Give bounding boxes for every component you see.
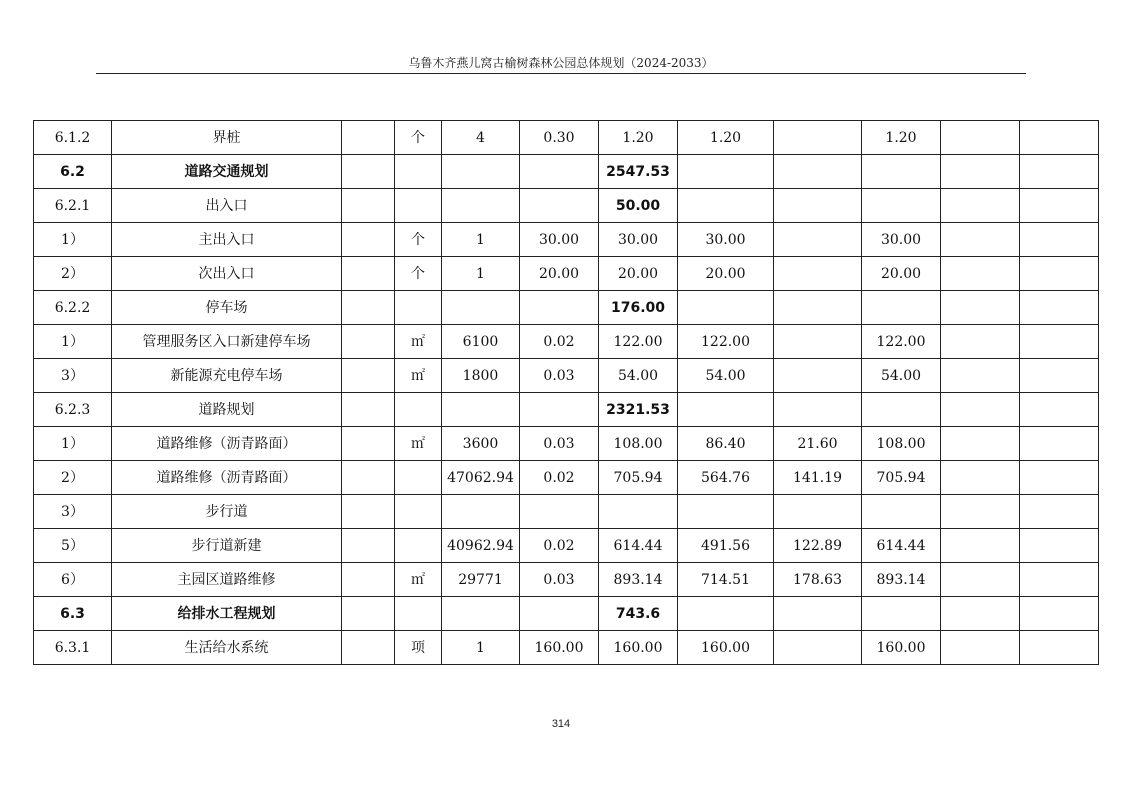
table-row — [34, 427, 1099, 461]
subtotal-cell — [862, 393, 941, 427]
item-code-cell: 2） — [34, 461, 112, 495]
extra-cell-b — [1020, 291, 1099, 325]
quantity-cell — [442, 189, 520, 223]
phase-two-cell: 141.19 — [774, 461, 862, 495]
extra-cell-b — [1020, 461, 1099, 495]
phase-two-cell: 178.63 — [774, 563, 862, 597]
item-name-cell: 次出入口 — [112, 257, 342, 291]
phase-two-cell — [774, 495, 862, 529]
subtotal-cell: 705.94 — [862, 461, 941, 495]
extra-cell-b — [1020, 189, 1099, 223]
subtotal-cell: 893.14 — [862, 563, 941, 597]
table-row — [34, 597, 1099, 631]
spec-cell — [342, 563, 395, 597]
phase-one-cell — [678, 291, 774, 325]
item-code-cell: 6.1.2 — [34, 121, 112, 155]
item-name-cell: 步行道 — [112, 495, 342, 529]
item-code-cell: 2） — [34, 257, 112, 291]
total-cell: 614.44 — [599, 529, 678, 563]
unit-price-cell — [520, 155, 599, 189]
unit-cell: ㎡ — [395, 359, 442, 393]
spec-cell — [342, 529, 395, 563]
extra-cell-a — [941, 257, 1020, 291]
total-cell: 54.00 — [599, 359, 678, 393]
item-name-cell: 界桩 — [112, 121, 342, 155]
item-name-cell: 生活给水系统 — [112, 631, 342, 665]
item-name-cell: 新能源充电停车场 — [112, 359, 342, 393]
budget-table-body — [34, 121, 1099, 665]
budget-table — [33, 120, 1099, 665]
subtotal-cell — [862, 155, 941, 189]
item-name-cell: 出入口 — [112, 189, 342, 223]
unit-price-cell — [520, 189, 599, 223]
phase-two-cell — [774, 631, 862, 665]
phase-one-cell: 122.00 — [678, 325, 774, 359]
extra-cell-a — [941, 597, 1020, 631]
extra-cell-a — [941, 563, 1020, 597]
phase-one-cell: 564.76 — [678, 461, 774, 495]
table-row — [34, 325, 1099, 359]
table-row — [34, 461, 1099, 495]
phase-two-cell — [774, 597, 862, 631]
phase-one-cell: 1.20 — [678, 121, 774, 155]
quantity-cell: 29771 — [442, 563, 520, 597]
document-header-title: 乌鲁木齐燕儿窝古榆树森林公园总体规划（2024-2033） — [408, 56, 714, 70]
extra-cell-b — [1020, 427, 1099, 461]
item-code-cell: 1） — [34, 427, 112, 461]
total-cell: 30.00 — [599, 223, 678, 257]
quantity-cell — [442, 155, 520, 189]
subtotal-cell — [862, 189, 941, 223]
unit-price-cell: 0.02 — [520, 461, 599, 495]
unit-price-cell — [520, 495, 599, 529]
item-name-cell: 给排水工程规划 — [112, 597, 342, 631]
quantity-cell: 40962.94 — [442, 529, 520, 563]
extra-cell-b — [1020, 359, 1099, 393]
extra-cell-a — [941, 427, 1020, 461]
subtotal-cell: 122.00 — [862, 325, 941, 359]
item-code-cell: 6.2.2 — [34, 291, 112, 325]
item-name-cell: 步行道新建 — [112, 529, 342, 563]
phase-one-cell: 160.00 — [678, 631, 774, 665]
total-cell: 2321.53 — [599, 393, 678, 427]
table-row — [34, 223, 1099, 257]
spec-cell — [342, 155, 395, 189]
unit-price-cell: 0.30 — [520, 121, 599, 155]
extra-cell-b — [1020, 325, 1099, 359]
phase-one-cell — [678, 189, 774, 223]
quantity-cell: 6100 — [442, 325, 520, 359]
phase-two-cell — [774, 155, 862, 189]
item-code-cell: 6.2.1 — [34, 189, 112, 223]
spec-cell — [342, 325, 395, 359]
item-name-cell: 道路维修（沥青路面） — [112, 427, 342, 461]
table-row — [34, 359, 1099, 393]
extra-cell-a — [941, 155, 1020, 189]
total-cell: 743.6 — [599, 597, 678, 631]
subtotal-cell: 1.20 — [862, 121, 941, 155]
unit-cell: ㎡ — [395, 427, 442, 461]
phase-two-cell — [774, 325, 862, 359]
spec-cell — [342, 495, 395, 529]
item-code-cell: 6） — [34, 563, 112, 597]
table-row — [34, 155, 1099, 189]
phase-one-cell — [678, 597, 774, 631]
phase-two-cell — [774, 121, 862, 155]
subtotal-cell — [862, 495, 941, 529]
unit-cell — [395, 529, 442, 563]
quantity-cell: 1 — [442, 631, 520, 665]
item-code-cell: 6.3 — [34, 597, 112, 631]
phase-two-cell — [774, 257, 862, 291]
phase-one-cell: 20.00 — [678, 257, 774, 291]
total-cell: 122.00 — [599, 325, 678, 359]
table-row — [34, 189, 1099, 223]
phase-one-cell: 30.00 — [678, 223, 774, 257]
unit-cell — [395, 461, 442, 495]
unit-cell: ㎡ — [395, 325, 442, 359]
total-cell: 1.20 — [599, 121, 678, 155]
spec-cell — [342, 257, 395, 291]
unit-price-cell: 0.02 — [520, 529, 599, 563]
extra-cell-a — [941, 325, 1020, 359]
item-name-cell: 主出入口 — [112, 223, 342, 257]
item-name-cell: 管理服务区入口新建停车场 — [112, 325, 342, 359]
table-row — [34, 121, 1099, 155]
total-cell: 2547.53 — [599, 155, 678, 189]
item-code-cell: 6.2 — [34, 155, 112, 189]
total-cell: 176.00 — [599, 291, 678, 325]
unit-price-cell: 0.03 — [520, 427, 599, 461]
unit-cell — [395, 291, 442, 325]
extra-cell-b — [1020, 563, 1099, 597]
item-name-cell: 道路维修（沥青路面） — [112, 461, 342, 495]
unit-cell — [395, 155, 442, 189]
total-cell: 108.00 — [599, 427, 678, 461]
spec-cell — [342, 631, 395, 665]
subtotal-cell: 20.00 — [862, 257, 941, 291]
item-code-cell: 5） — [34, 529, 112, 563]
spec-cell — [342, 427, 395, 461]
extra-cell-b — [1020, 393, 1099, 427]
subtotal-cell — [862, 291, 941, 325]
phase-one-cell — [678, 495, 774, 529]
quantity-cell — [442, 495, 520, 529]
extra-cell-a — [941, 359, 1020, 393]
phase-one-cell: 491.56 — [678, 529, 774, 563]
phase-two-cell: 21.60 — [774, 427, 862, 461]
spec-cell — [342, 189, 395, 223]
extra-cell-b — [1020, 223, 1099, 257]
total-cell — [599, 495, 678, 529]
table-row — [34, 291, 1099, 325]
extra-cell-a — [941, 291, 1020, 325]
quantity-cell: 1800 — [442, 359, 520, 393]
extra-cell-a — [941, 189, 1020, 223]
unit-cell: 个 — [395, 121, 442, 155]
item-code-cell: 3） — [34, 495, 112, 529]
total-cell: 50.00 — [599, 189, 678, 223]
phase-two-cell — [774, 393, 862, 427]
item-code-cell: 1） — [34, 325, 112, 359]
item-code-cell: 3） — [34, 359, 112, 393]
extra-cell-b — [1020, 155, 1099, 189]
extra-cell-a — [941, 529, 1020, 563]
item-name-cell: 停车场 — [112, 291, 342, 325]
phase-two-cell — [774, 291, 862, 325]
item-code-cell: 6.2.3 — [34, 393, 112, 427]
subtotal-cell: 160.00 — [862, 631, 941, 665]
quantity-cell: 3600 — [442, 427, 520, 461]
item-code-cell: 1） — [34, 223, 112, 257]
subtotal-cell: 30.00 — [862, 223, 941, 257]
table-row — [34, 257, 1099, 291]
unit-cell: 个 — [395, 223, 442, 257]
extra-cell-b — [1020, 631, 1099, 665]
extra-cell-a — [941, 223, 1020, 257]
quantity-cell: 4 — [442, 121, 520, 155]
phase-two-cell — [774, 359, 862, 393]
unit-price-cell: 0.03 — [520, 359, 599, 393]
spec-cell — [342, 597, 395, 631]
phase-one-cell — [678, 155, 774, 189]
phase-one-cell: 54.00 — [678, 359, 774, 393]
unit-price-cell: 20.00 — [520, 257, 599, 291]
unit-price-cell: 0.02 — [520, 325, 599, 359]
extra-cell-b — [1020, 257, 1099, 291]
subtotal-cell: 54.00 — [862, 359, 941, 393]
spec-cell — [342, 393, 395, 427]
quantity-cell — [442, 291, 520, 325]
unit-cell — [395, 189, 442, 223]
extra-cell-a — [941, 631, 1020, 665]
phase-two-cell — [774, 189, 862, 223]
extra-cell-b — [1020, 597, 1099, 631]
unit-cell: ㎡ — [395, 563, 442, 597]
extra-cell-b — [1020, 529, 1099, 563]
total-cell: 893.14 — [599, 563, 678, 597]
item-name-cell: 道路规划 — [112, 393, 342, 427]
total-cell: 705.94 — [599, 461, 678, 495]
table-row — [34, 393, 1099, 427]
phase-two-cell — [774, 223, 862, 257]
quantity-cell: 1 — [442, 223, 520, 257]
table-row — [34, 563, 1099, 597]
item-name-cell: 道路交通规划 — [112, 155, 342, 189]
unit-price-cell: 160.00 — [520, 631, 599, 665]
unit-price-cell — [520, 291, 599, 325]
unit-price-cell — [520, 393, 599, 427]
unit-cell — [395, 495, 442, 529]
unit-cell: 个 — [395, 257, 442, 291]
total-cell: 160.00 — [599, 631, 678, 665]
quantity-cell — [442, 393, 520, 427]
extra-cell-a — [941, 461, 1020, 495]
quantity-cell — [442, 597, 520, 631]
phase-one-cell: 86.40 — [678, 427, 774, 461]
unit-cell — [395, 393, 442, 427]
spec-cell — [342, 461, 395, 495]
quantity-cell: 47062.94 — [442, 461, 520, 495]
phase-one-cell — [678, 393, 774, 427]
spec-cell — [342, 359, 395, 393]
extra-cell-b — [1020, 495, 1099, 529]
table-row — [34, 631, 1099, 665]
item-code-cell: 6.3.1 — [34, 631, 112, 665]
unit-cell — [395, 597, 442, 631]
spec-cell — [342, 223, 395, 257]
phase-one-cell: 714.51 — [678, 563, 774, 597]
table-row — [34, 495, 1099, 529]
unit-price-cell: 30.00 — [520, 223, 599, 257]
subtotal-cell: 614.44 — [862, 529, 941, 563]
phase-two-cell: 122.89 — [774, 529, 862, 563]
page-number: 314 — [551, 718, 571, 730]
spec-cell — [342, 121, 395, 155]
item-name-cell: 主园区道路维修 — [112, 563, 342, 597]
spec-cell — [342, 291, 395, 325]
extra-cell-b — [1020, 121, 1099, 155]
extra-cell-a — [941, 393, 1020, 427]
subtotal-cell: 108.00 — [862, 427, 941, 461]
table-row — [34, 529, 1099, 563]
subtotal-cell — [862, 597, 941, 631]
total-cell: 20.00 — [599, 257, 678, 291]
header-divider — [96, 73, 1026, 74]
unit-price-cell — [520, 597, 599, 631]
unit-cell: 项 — [395, 631, 442, 665]
unit-price-cell: 0.03 — [520, 563, 599, 597]
extra-cell-a — [941, 121, 1020, 155]
quantity-cell: 1 — [442, 257, 520, 291]
extra-cell-a — [941, 495, 1020, 529]
